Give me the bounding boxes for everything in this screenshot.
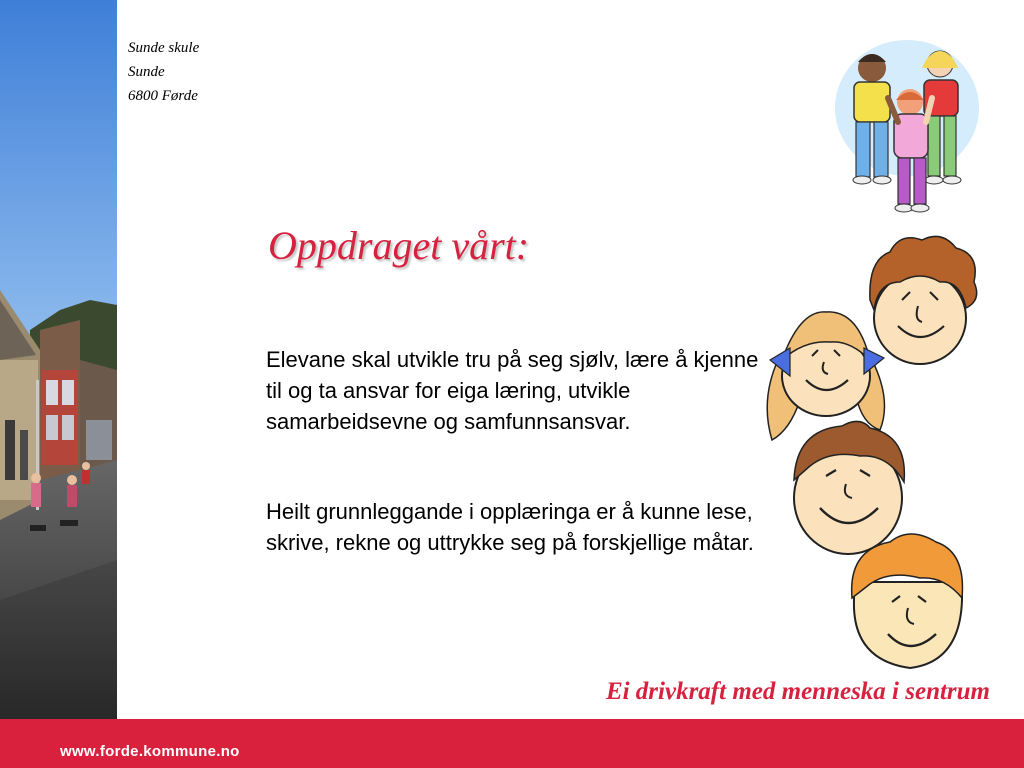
- face-brown-hair-icon: [794, 421, 904, 554]
- face-orange-hair-icon: [852, 534, 963, 668]
- slogan: Ei drivkraft med menneska i sentrum: [605, 678, 990, 705]
- school-address: [128, 36, 199, 108]
- basic-skills-paragraph: Heilt grunnleggande i opplæringa er å kunne lese, skrive, rekne og uttrykke seg på forskjellige måtar.: [266, 499, 754, 555]
- children-playing-clipart: [832, 38, 982, 223]
- footer-url-link[interactable]: www.forde.kommune.no: [60, 743, 240, 760]
- mission-paragraph: Elevane skal utvikle tru på seg sjølv, lære å kjenne til og ta ansvar for eiga læring, utvikle samarbeidsevne og samfunnsansvar.: [266, 347, 759, 434]
- face-curly-hair-icon: [870, 236, 977, 364]
- address-line-place: Sunde: [128, 64, 165, 80]
- slide-title: Oppdraget vårt:: [268, 223, 530, 268]
- face-pigtails-icon: [767, 312, 884, 440]
- children-faces-clipart: [760, 230, 980, 685]
- address-line-postal: 6800 Førde: [128, 88, 198, 104]
- footer-bar: [0, 719, 1024, 768]
- address-line-school: Sunde skule: [128, 40, 200, 56]
- school-photo: [0, 0, 117, 720]
